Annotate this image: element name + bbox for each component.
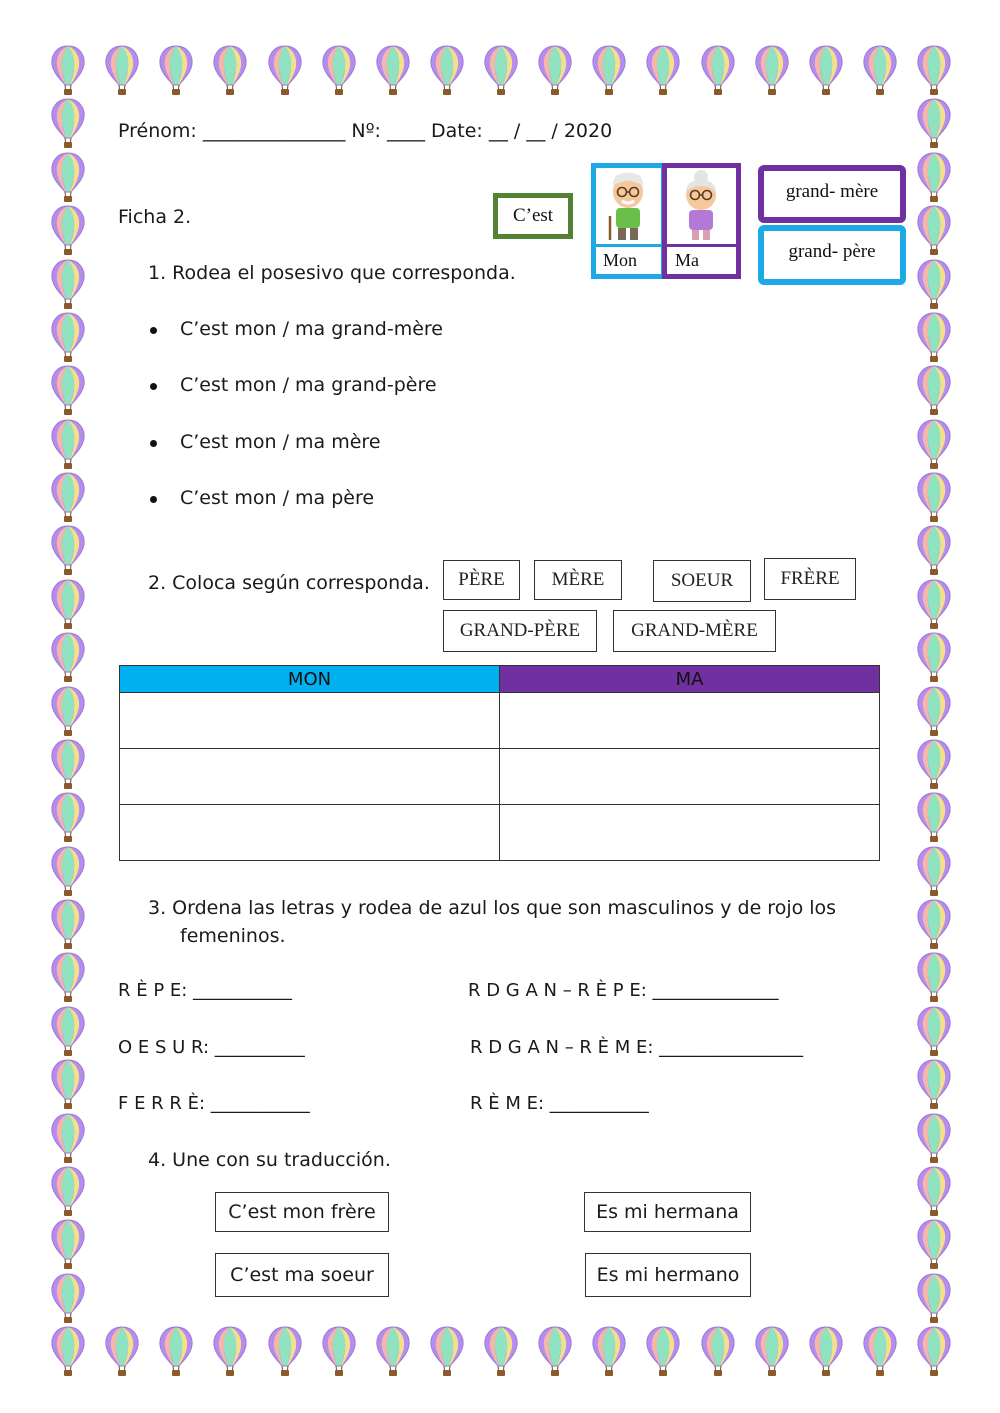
hot-air-balloon-icon [50,845,86,897]
hot-air-balloon-icon [916,631,952,683]
hot-air-balloon-icon [916,97,952,149]
bullet [150,440,157,447]
grandfather-icon [596,168,661,242]
hot-air-balloon-icon [429,44,465,96]
hot-air-balloon-icon [375,1325,411,1377]
table-cell[interactable] [120,805,500,861]
hot-air-balloon-icon [916,418,952,470]
hot-air-balloon-icon [267,44,303,96]
hot-air-balloon-icon [50,44,86,96]
hot-air-balloon-icon [50,151,86,203]
hot-air-balloon-icon [916,471,952,523]
hot-air-balloon-icon [916,738,952,790]
hot-air-balloon-icon [700,44,736,96]
hot-air-balloon-icon [916,204,952,256]
hot-air-balloon-icon [916,1272,952,1324]
mon-label: Mon [596,244,661,274]
bullet [150,327,157,334]
page-title: Ficha 2. [118,206,192,228]
hot-air-balloon-icon [50,1005,86,1057]
hot-air-balloon-icon [591,1325,627,1377]
hot-air-balloon-icon [916,1165,952,1217]
hot-air-balloon-icon [916,311,952,363]
hot-air-balloon-icon [50,364,86,416]
hot-air-balloon-icon [808,44,844,96]
ma-label: Ma [667,244,736,274]
scramble-left-3[interactable]: F E R R È: ___________ [118,1093,310,1114]
grand-mere-card [758,165,906,223]
hot-air-balloon-icon [50,97,86,149]
mon-card [591,163,666,279]
hot-air-balloon-icon [916,898,952,950]
hot-air-balloon-icon [50,898,86,950]
hot-air-balloon-icon [537,1325,573,1377]
hot-air-balloon-icon [50,738,86,790]
word-card-pere[interactable]: PÈRE [443,560,520,600]
grand-pere-card [758,225,906,285]
hot-air-balloon-icon [50,1058,86,1110]
hot-air-balloon-icon [50,685,86,737]
header-line: Prénom: _______________ Nº: ____ Date: __ / __ / 2020 [118,120,613,142]
hot-air-balloon-icon [754,44,790,96]
word-card-soeur[interactable]: SOEUR [653,560,751,602]
hot-air-balloon-icon [212,44,248,96]
hot-air-balloon-icon [862,1325,898,1377]
hot-air-balloon-icon [754,1325,790,1377]
hot-air-balloon-icon [862,44,898,96]
word-card-mere[interactable]: MÈRE [534,560,622,600]
hot-air-balloon-icon [50,578,86,630]
hot-air-balloon-icon [429,1325,465,1377]
column-header-ma: MA [500,666,880,693]
hot-air-balloon-icon [916,845,952,897]
scramble-right-1[interactable]: R D G A N – R È P E: ______________ [468,980,779,1001]
hot-air-balloon-icon [267,1325,303,1377]
hot-air-balloon-icon [916,524,952,576]
hot-air-balloon-icon [916,1218,952,1270]
hot-air-balloon-icon [916,791,952,843]
hot-air-balloon-icon [50,524,86,576]
hot-air-balloon-icon [50,1218,86,1270]
word-card-frere[interactable]: FRÈRE [764,558,856,600]
hot-air-balloon-icon [916,44,952,96]
word-card-grand-pere[interactable]: GRAND-PÈRE [443,610,597,652]
hot-air-balloon-icon [483,1325,519,1377]
ma-card [662,163,741,279]
hot-air-balloon-icon [158,44,194,96]
hot-air-balloon-icon [916,685,952,737]
hot-air-balloon-icon [50,631,86,683]
ex1-item-2[interactable]: C’est mon / ma grand-père [180,374,437,396]
hot-air-balloon-icon [645,44,681,96]
hot-air-balloon-icon [916,951,952,1003]
match-left-2[interactable]: C’est ma soeur [215,1253,389,1297]
hot-air-balloon-icon [916,364,952,416]
hot-air-balloon-icon [808,1325,844,1377]
hot-air-balloon-icon [700,1325,736,1377]
hot-air-balloon-icon [50,1272,86,1324]
table-cell[interactable] [500,749,880,805]
table-cell[interactable] [120,749,500,805]
scramble-left-2[interactable]: O E S U R: __________ [118,1037,305,1058]
hot-air-balloon-icon [104,1325,140,1377]
scramble-right-3[interactable]: R È M E: ___________ [470,1093,649,1114]
hot-air-balloon-icon [916,1112,952,1164]
hot-air-balloon-icon [645,1325,681,1377]
grandmother-icon [667,168,736,242]
ex1-item-1[interactable]: C’est mon / ma grand-mère [180,318,443,340]
hot-air-balloon-icon [483,44,519,96]
bullet [150,383,157,390]
match-left-1[interactable]: C’est mon frère [215,1192,389,1232]
bullet [150,496,157,503]
scramble-right-2[interactable]: R D G A N – R È M E: ________________ [470,1037,804,1058]
hot-air-balloon-icon [212,1325,248,1377]
hot-air-balloon-icon [916,1058,952,1110]
table-cell[interactable] [500,693,880,749]
hot-air-balloon-icon [50,471,86,523]
hot-air-balloon-icon [916,578,952,630]
exercise-3-title-line2: femeninos. [180,925,286,947]
hot-air-balloon-icon [50,258,86,310]
hot-air-balloon-icon [50,1165,86,1217]
hot-air-balloon-icon [50,951,86,1003]
exercise-1-title: 1. Rodea el posesivo que corresponda. [148,262,516,284]
hot-air-balloon-icon [916,258,952,310]
hot-air-balloon-icon [916,151,952,203]
ex1-item-4[interactable]: C’est mon / ma père [180,487,375,509]
grand-mere-label: grand- mère [785,181,879,202]
hot-air-balloon-icon [158,1325,194,1377]
hot-air-balloon-icon [916,1325,952,1377]
grand-pere-label: grand- père [788,241,876,262]
ex1-item-3[interactable]: C’est mon / ma mère [180,431,381,453]
table-cell[interactable] [120,693,500,749]
hot-air-balloon-icon [50,418,86,470]
word-card-grand-mere[interactable]: GRAND-MÈRE [613,610,776,652]
column-header-mon: MON [120,666,500,693]
hot-air-balloon-icon [50,204,86,256]
exercise-3-title-line1: 3. Ordena las letras y rodea de azul los que son masculinos y de rojo los [148,897,837,919]
mon-ma-table [119,665,880,861]
hot-air-balloon-icon [537,44,573,96]
exercise-2-title: 2. Coloca según corresponda. [148,572,430,594]
hot-air-balloon-icon [321,1325,357,1377]
hot-air-balloon-icon [916,1005,952,1057]
hot-air-balloon-icon [50,1112,86,1164]
hot-air-balloon-icon [591,44,627,96]
cest-label: C’est [512,205,554,226]
hot-air-balloon-icon [321,44,357,96]
hot-air-balloon-icon [104,44,140,96]
hot-air-balloon-icon [50,311,86,363]
table-cell[interactable] [500,805,880,861]
hot-air-balloon-icon [375,44,411,96]
hot-air-balloon-icon [50,791,86,843]
exercise-4-title: 4. Une con su traducción. [148,1149,391,1171]
cest-card [493,193,573,239]
hot-air-balloon-icon [50,1325,86,1377]
scramble-left-1[interactable]: R È P E: ___________ [118,980,293,1001]
match-right-2[interactable]: Es mi hermano [585,1253,751,1297]
match-right-1[interactable]: Es mi hermana [584,1192,751,1232]
